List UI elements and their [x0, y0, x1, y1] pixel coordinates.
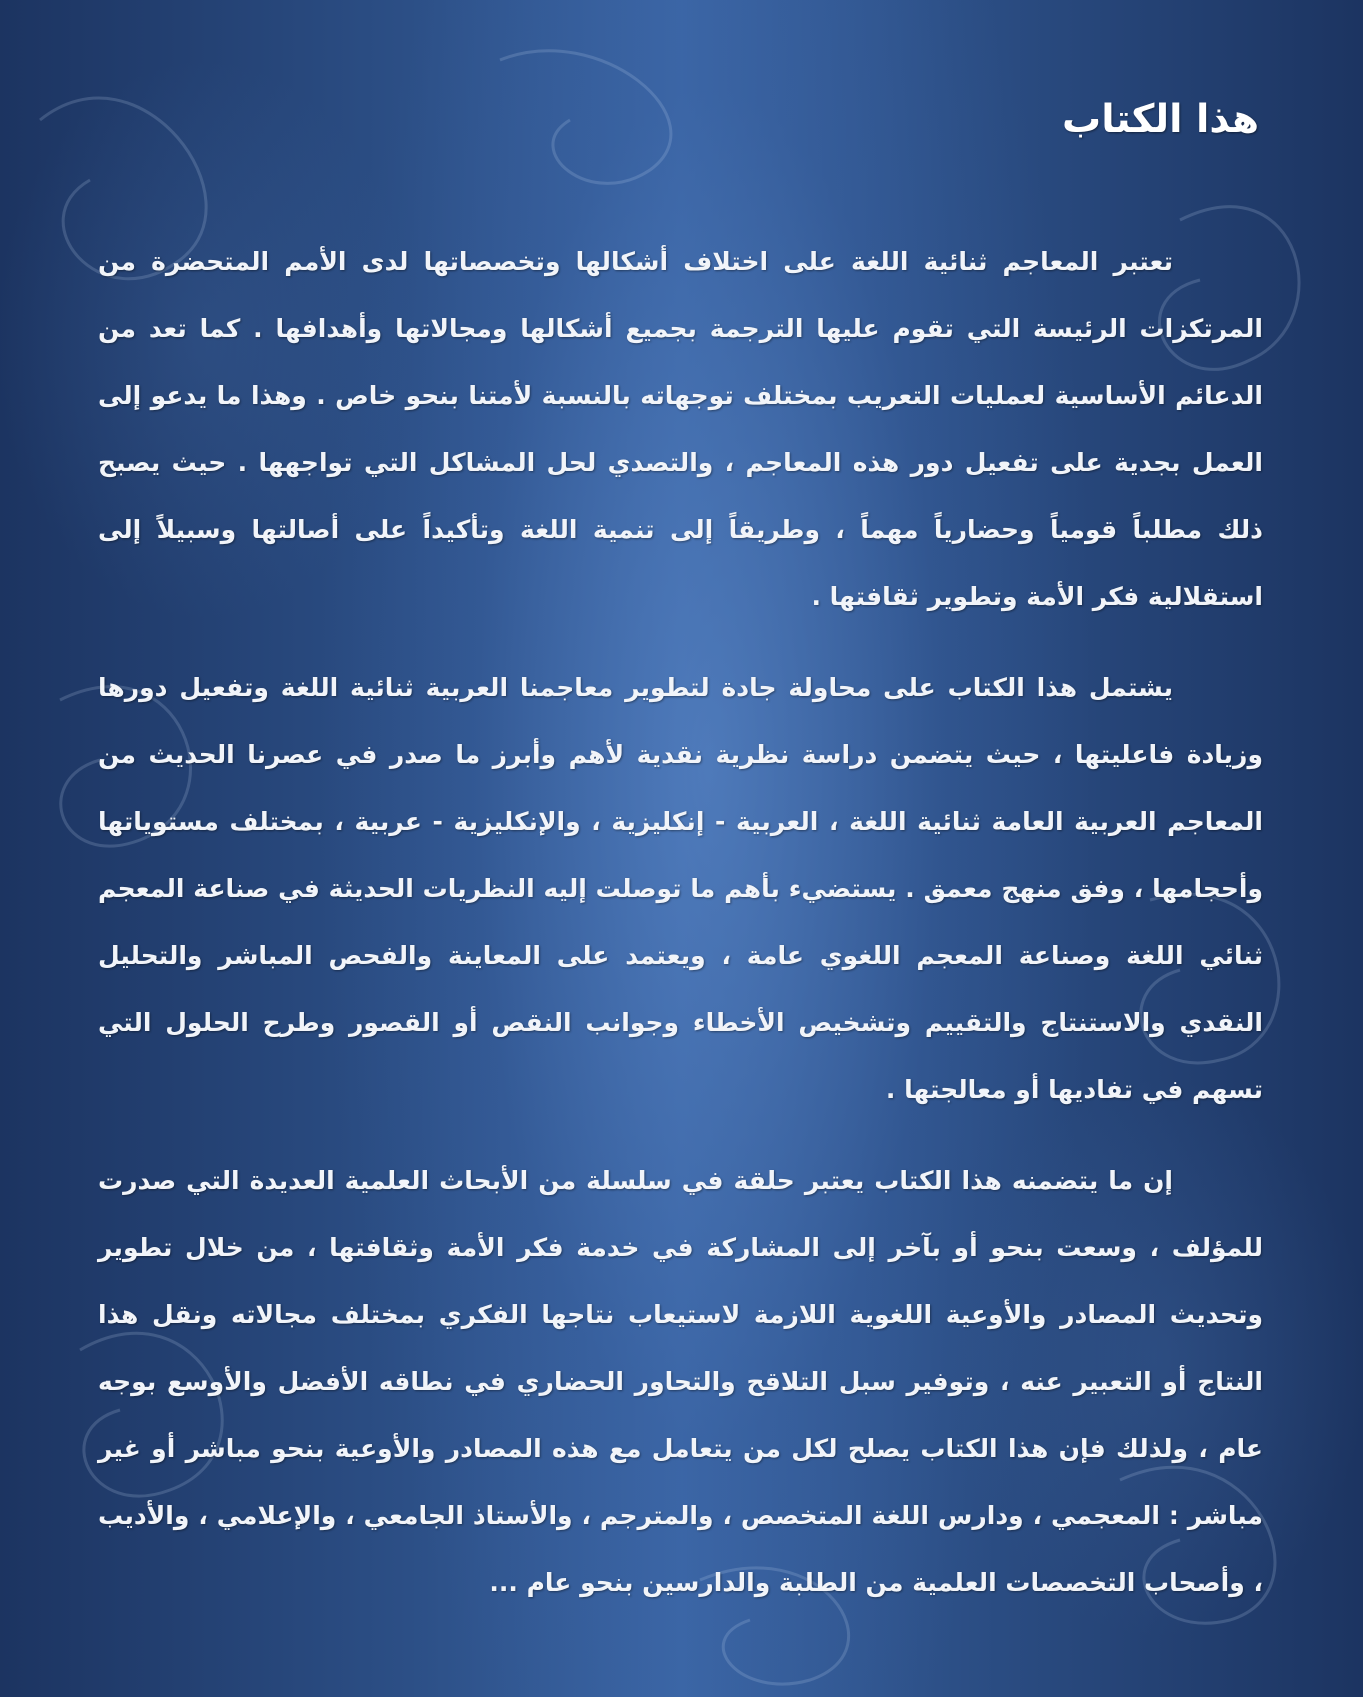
- description-paragraph-3: إن ما يتضمنه هذا الكتاب يعتبر حلقة في سلسلة من الأبحاث العلمية العديدة التي صدرت للمؤلف ، وسعت بنحو أو بآخر إلى المشاركة في خدمة فكر الأمة وثقافتها ، من خلال تطوير وتحديث المصادر والأوعية اللغوية اللازمة لاستيعاب نتاجها الفكري بمختلف مجالاته ونقل هذا النتاج أو التعبير عنه ، وتوفير سبل التلاقح والتحاور الحضاري في نطاقه الأفضل والأوسع بوجه عام ، ولذلك فإن هذا الكتاب يصلح لكل من يتعامل مع هذه المصادر والأوعية بنحو مباشر أو غير مباشر : المعجمي ، ودارس اللغة المتخصص ، والمترجم ، والأستاذ الجامعي ، والإعلامي ، والأديب ، وأصحاب التخصصات العلمية من الطلبة والدارسين بنحو عام ...: [98, 1166, 1263, 1597]
- cover-description: [98, 228, 1263, 1640]
- description-paragraph-2: يشتمل هذا الكتاب على محاولة جادة لتطوير معاجمنا العربية ثنائية اللغة وتفعيل دورها وزيادة فاعليتها ، حيث يتضمن دراسة نظرية نقدية لأهم وأبرز ما صدر في عصرنا الحديث من المعاجم العربية العامة ثنائية اللغة ، العربية - إنكليزية ، والإنكليزية - عربية ، بمختلف مستوياتها وأحجامها ، وفق منهج معمق . يستضيء بأهم ما توصلت إليه النظريات الحديثة في صناعة المعجم ثنائي اللغة وصناعة المعجم اللغوي عامة ، ويعتمد على المعاينة والفحص المباشر والتحليل النقدي والاستنتاج والتقييم وتشخيص الأخطاء وجوانب النقص أو القصور وطرح الحلول التي تسهم في تفاديها أو معالجتها .: [98, 673, 1263, 1104]
- description-paragraph-1: تعتبر المعاجم ثنائية اللغة على اختلاف أشكالها وتخصصاتها لدى الأمم المتحضرة من المرتكزات الرئيسة التي تقوم عليها الترجمة بجميع أشكالها ومجالاتها وأهدافها . كما تعد من الدعائم الأساسية لعمليات التعريب بمختلف توجهاته بالنسبة لأمتنا بنحو خاص . وهذا ما يدعو إلى العمل بجدية على تفعيل دور هذه المعاجم ، والتصدي لحل المشاكل التي تواجهها . حيث يصبح ذلك مطلباً قومياً وحضارياً مهماً ، وطريقاً إلى تنمية اللغة وتأكيداً على أصالتها وسبيلاً إلى استقلالية فكر الأمة وتطوير ثقافتها .: [98, 247, 1263, 611]
- cover-title: هذا الكتاب: [1062, 97, 1259, 142]
